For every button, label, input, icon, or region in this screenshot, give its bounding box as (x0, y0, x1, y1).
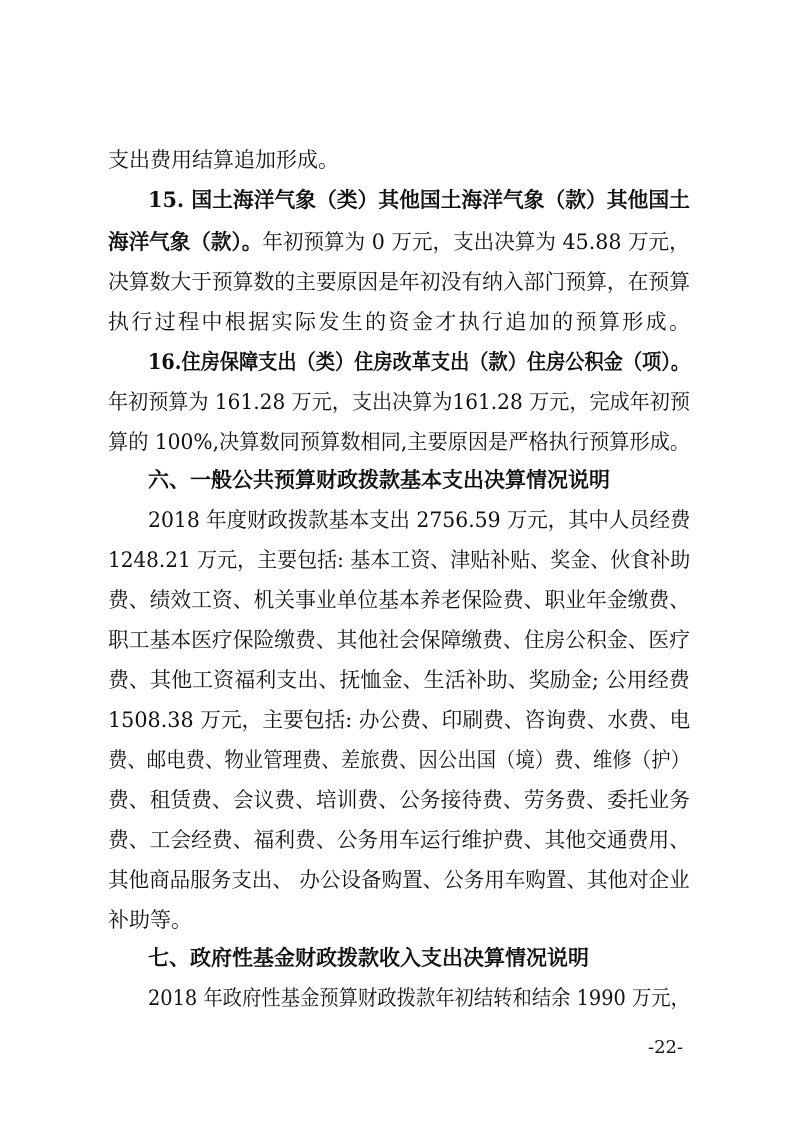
section-15-text: 年初预算为 0 万元，支出决算为 45.88 万元， (262, 230, 690, 254)
text-line: 职工基本医疗保险缴费、其他社会保障缴费、住房公积金、医疗 (108, 628, 691, 652)
text-line: 执行过程中根据实际发生的资金才执行追加的预算形成。 (108, 310, 693, 334)
page-number: -22- (648, 1037, 684, 1058)
section-15-line-2 (108, 224, 690, 260)
text-line: 支出费用结算追加形成。 (108, 148, 339, 172)
section-16-title: 16.住房保障支出（类）住房改革支出（款）住房公积金（项）。 (148, 349, 691, 374)
text-line: 费、租赁费、会议费、培训费、公务接待费、劳务费、委托业务 (108, 788, 691, 812)
text-line: 2018 年政府性基金预算财政拨款年初结转和结余 1990 万元， (148, 986, 690, 1010)
text-line: 算的 100%,决算数同预算数相同,主要原因是严格执行预算形成。 (108, 430, 691, 454)
text-line: 费、邮电费、物业管理费、差旅费、因公出国（境）费、维修（护） (108, 748, 690, 772)
text-line: 费、绩效工资、机关事业单位基本养老保险费、职业年金缴费、 (108, 588, 691, 612)
heading-section-6: 六、一般公共预算财政拨款基本支出决算情况说明 (148, 468, 610, 492)
section-15-title-end: 海洋气象（款）。 (108, 229, 263, 254)
text-line: 2018 年度财政拨款基本支出 2756.59 万元，其中人员经费 (148, 508, 691, 532)
text-line: 费、其他工资福利支出、抚恤金、生活补助、奖励金; 公用经费 (108, 668, 690, 692)
text-line: 其他商品服务支出、 办公设备购置、公务用车购置、其他对企业 (108, 868, 690, 892)
section-15-title-line-1: 15. 国土海洋气象（类）其他国土海洋气象（款）其他国土 (148, 187, 690, 212)
text-line: 1248.21 万元，主要包括: 基本工资、津贴补贴、奖金、伙食补助 (108, 548, 691, 572)
text-line: 补助等。 (108, 908, 192, 932)
text-line: 决算数大于预算数的主要原因是年初没有纳入部门预算，在预算 (108, 270, 691, 294)
text-line: 年初预算为 161.28 万元，支出决算为161.28 万元，完成年初预 (108, 390, 690, 414)
text-line: 1508.38 万元，主要包括: 办公费、印刷费、咨询费、水费、电 (108, 708, 691, 732)
text-line: 费、工会经费、福利费、公务用车运行维护费、其他交通费用、 (108, 828, 691, 852)
heading-section-7: 七、政府性基金财政拨款收入支出决算情况说明 (148, 946, 589, 970)
